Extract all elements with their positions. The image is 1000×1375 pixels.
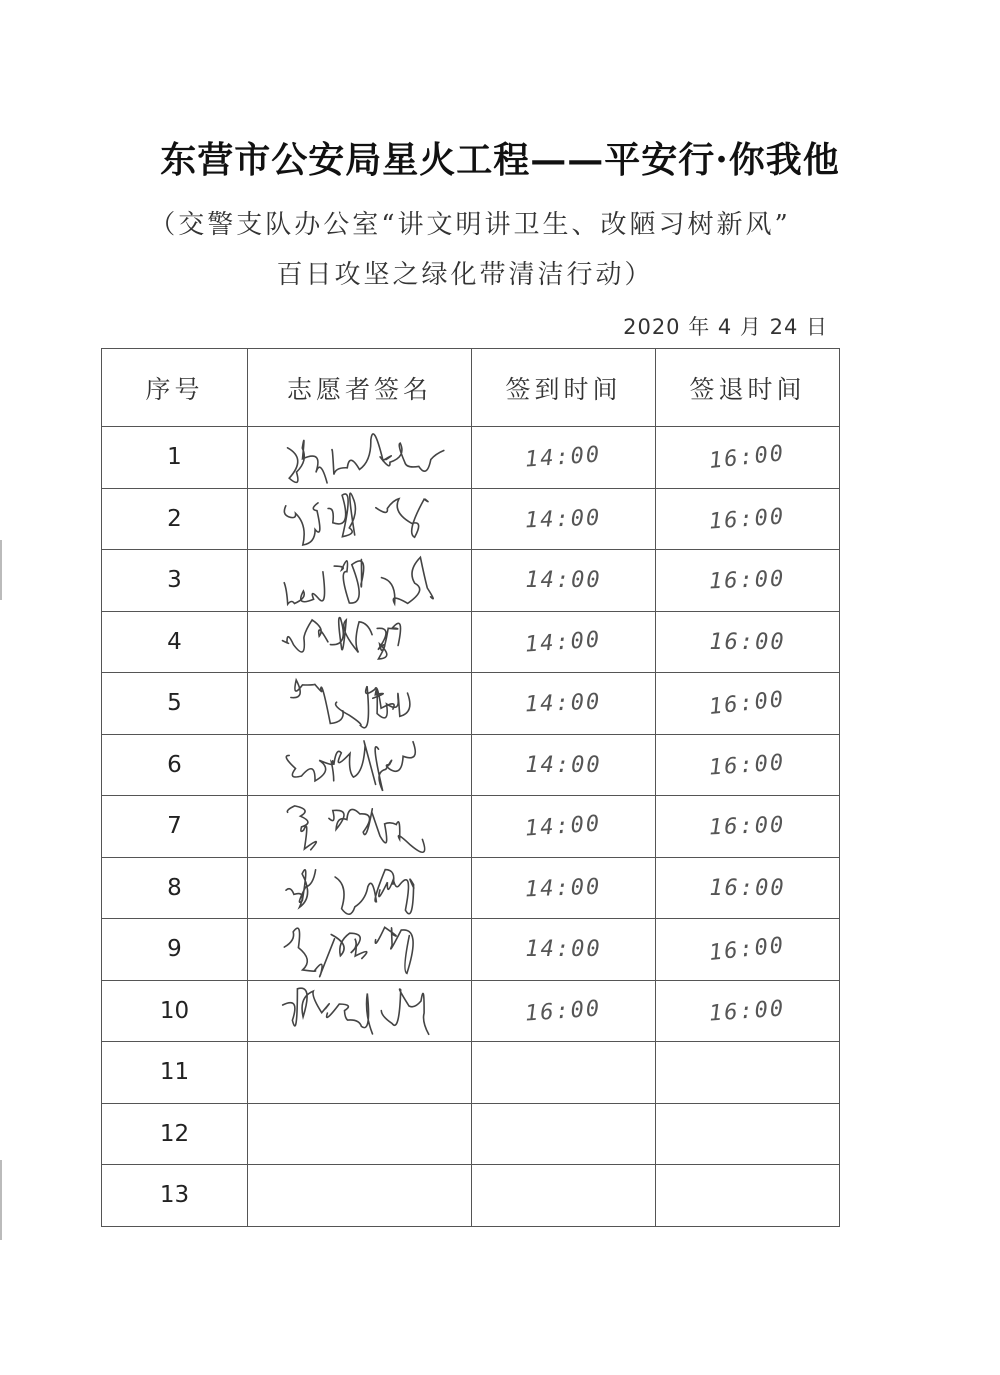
volunteer-signature-cell [248, 611, 472, 673]
table-row [102, 550, 840, 612]
volunteer-signature-cell [248, 550, 472, 612]
table-row [102, 980, 840, 1042]
signature-stroke [376, 498, 428, 537]
signout-time: 16:00 [708, 687, 787, 721]
signin-time-cell [472, 1103, 656, 1165]
signin-time-cell [472, 550, 656, 612]
signout-time-cell [656, 488, 840, 550]
signout-time-cell [656, 550, 840, 612]
table-row [102, 488, 840, 550]
signout-time-cell [656, 1103, 840, 1165]
signin-time-cell [472, 796, 656, 858]
signout-time: 16:00 [708, 996, 787, 1027]
signature-stroke [379, 879, 414, 914]
signature-stroke [291, 680, 343, 724]
signout-time: 16:00 [708, 750, 787, 781]
table-row [102, 673, 840, 735]
volunteer-signature-cell [248, 980, 472, 1042]
table-body [102, 427, 840, 1227]
volunteer-signature-cell [248, 734, 472, 796]
signature-stroke [284, 572, 324, 604]
signout-time-cell [656, 1165, 840, 1227]
row-serial-number: 4 [102, 611, 248, 673]
signout-time-cell [656, 427, 840, 489]
volunteer-signature-cell [248, 857, 472, 919]
signout-time: 16:00 [708, 812, 787, 841]
volunteer-signature-cell [248, 919, 472, 981]
scan-edge-mark [0, 1160, 2, 1240]
signin-time: 14:00 [524, 811, 603, 842]
signin-table [101, 348, 840, 1227]
signin-time-cell [472, 427, 656, 489]
volunteer-signature-cell [248, 673, 472, 735]
table-row [102, 796, 840, 858]
signature-stroke [327, 993, 373, 1033]
signout-time-cell [656, 980, 840, 1042]
signature-stroke [372, 813, 425, 852]
table-row [102, 1042, 840, 1104]
signature-stroke [375, 927, 413, 973]
scan-edge-mark [0, 540, 2, 600]
volunteer-signature-cell [248, 1165, 472, 1227]
signature-stroke [336, 686, 395, 728]
row-serial-number: 13 [102, 1165, 248, 1227]
signout-time-cell [656, 919, 840, 981]
signout-time-cell [656, 611, 840, 673]
signout-time: 16:00 [708, 441, 787, 475]
signature-stroke [329, 809, 372, 835]
row-serial-number: 11 [102, 1042, 248, 1104]
signin-time: 14:00 [524, 505, 603, 534]
signin-time-cell [472, 734, 656, 796]
volunteer-signature-cell [248, 488, 472, 550]
signature-stroke [286, 869, 316, 907]
row-serial-number: 5 [102, 673, 248, 735]
signature-stroke [333, 740, 376, 784]
signature-stroke [375, 741, 415, 790]
signin-time-cell [472, 1042, 656, 1104]
handwritten-signature [262, 975, 462, 1051]
row-serial-number: 6 [102, 734, 248, 796]
signout-time: 16:00 [708, 504, 787, 535]
header-serial-number: 序号 [102, 349, 248, 427]
table-row [102, 1165, 840, 1227]
signout-time: 16:00 [709, 875, 786, 901]
table-row [102, 857, 840, 919]
signout-time: 16:00 [708, 566, 787, 595]
signature-stroke [328, 493, 355, 537]
signin-time: 14:00 [525, 568, 602, 594]
signout-time-cell [656, 857, 840, 919]
signin-time-cell [472, 919, 656, 981]
signature-stroke [286, 755, 333, 781]
row-serial-number: 9 [102, 919, 248, 981]
document-subtitle-line2: 百日攻坚之绿化带清洁行动） [276, 260, 654, 290]
signature-stroke [283, 988, 330, 1026]
signin-time: 14:00 [525, 937, 602, 963]
signin-time-cell [472, 857, 656, 919]
signature-stroke [287, 806, 316, 850]
signin-time-cell [472, 611, 656, 673]
row-serial-number: 3 [102, 550, 248, 612]
signout-time: 16:00 [709, 629, 786, 655]
table-row [102, 734, 840, 796]
header-volunteer-signature: 志愿者签名 [248, 349, 472, 427]
signin-time: 14:00 [524, 689, 603, 718]
signature-stroke [330, 617, 372, 652]
signature-stroke [335, 869, 394, 914]
signout-time-cell [656, 673, 840, 735]
signature-stroke [382, 557, 434, 603]
signature-stroke [284, 502, 319, 544]
signout-time-cell [656, 734, 840, 796]
signout-time-cell [656, 1042, 840, 1104]
signature-stroke [381, 989, 428, 1034]
row-serial-number: 2 [102, 488, 248, 550]
header-signout-time: 签退时间 [656, 349, 840, 427]
table-row [102, 611, 840, 673]
volunteer-signature-cell [248, 1103, 472, 1165]
table-header-row [102, 349, 840, 427]
signin-time-cell [472, 488, 656, 550]
volunteer-signature-cell [248, 796, 472, 858]
table-row [102, 919, 840, 981]
row-serial-number: 10 [102, 980, 248, 1042]
signin-time-cell [472, 1165, 656, 1227]
signature-stroke [331, 933, 367, 958]
document-subtitle-line1: （交警支队办公室“讲文明讲卫生、改陋习树新风” [149, 210, 791, 240]
row-serial-number: 8 [102, 857, 248, 919]
signin-time: 14:00 [524, 442, 603, 473]
signature-stroke [334, 559, 363, 603]
signature-stroke [283, 619, 328, 651]
volunteer-signature-cell [248, 1042, 472, 1104]
signin-time: 14:00 [524, 874, 603, 903]
signout-time: 16:00 [708, 933, 787, 967]
row-serial-number: 1 [102, 427, 248, 489]
signin-time: 14:00 [524, 627, 603, 658]
volunteer-signature-cell [248, 427, 472, 489]
signin-time-cell [472, 980, 656, 1042]
signature-stroke [288, 440, 328, 483]
signout-time-cell [656, 796, 840, 858]
table-row [102, 427, 840, 489]
signature-stroke [377, 623, 400, 659]
document-date: 2020 年 4 月 24 日 [623, 315, 828, 339]
signin-time-cell [472, 673, 656, 735]
signature-stroke [284, 928, 334, 977]
header-signin-time: 签到时间 [472, 349, 656, 427]
signin-time: 16:00 [524, 996, 603, 1027]
row-serial-number: 7 [102, 796, 248, 858]
table-row [102, 1103, 840, 1165]
signin-time: 14:00 [525, 752, 602, 778]
signature-stroke [332, 434, 391, 475]
document-title: 东营市公安局星火工程——平安行·你我他 [160, 139, 840, 181]
row-serial-number: 12 [102, 1103, 248, 1165]
